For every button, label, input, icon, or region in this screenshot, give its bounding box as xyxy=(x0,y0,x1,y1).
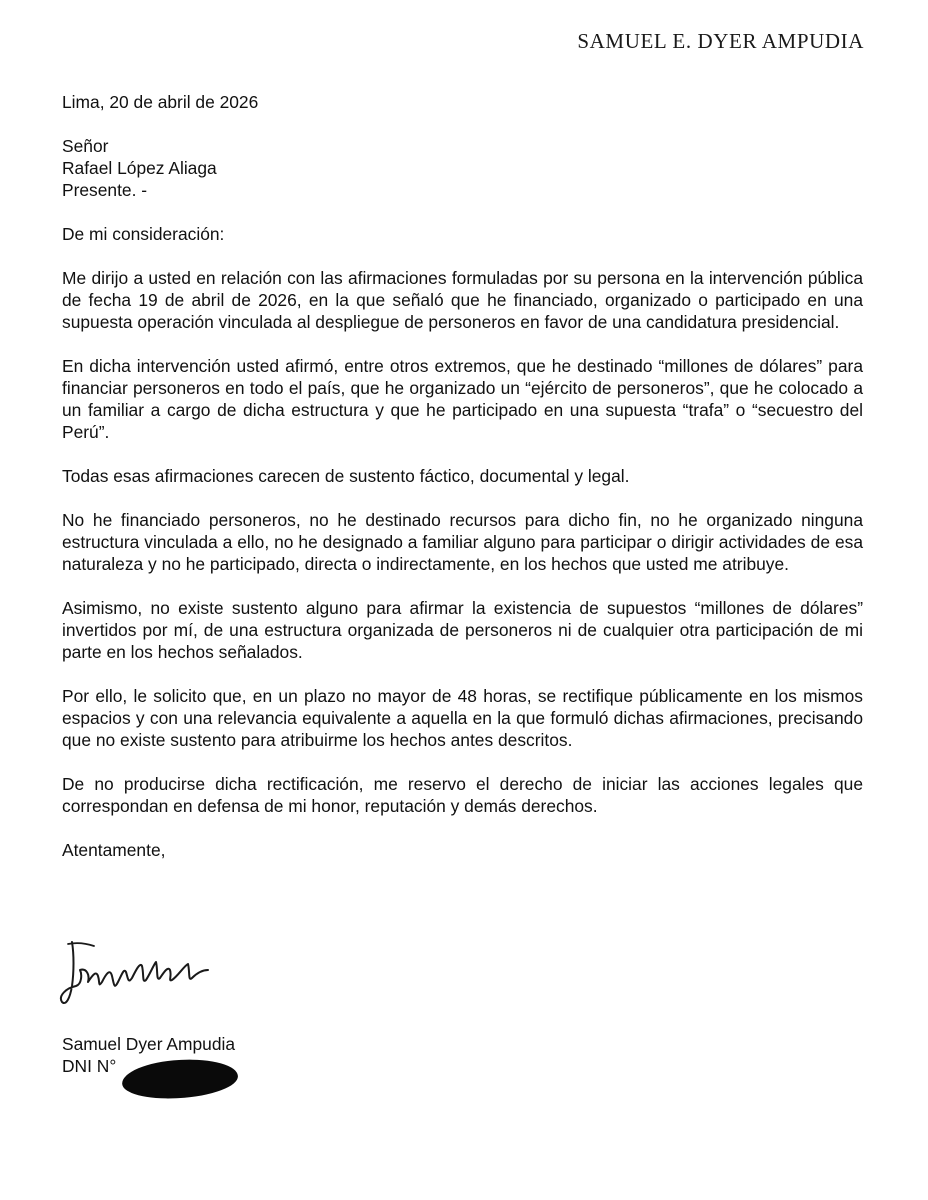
paragraph-1: Me dirijo a usted en relación con las afirmaciones formuladas por su persona en la intervención pública de fecha 19 de abril de 2026, en la que señaló que he financiado, organizado o participado en una supuesta operación vinculada al despliegue de personeros en favor de una candidatura presidencial. xyxy=(62,268,863,332)
paragraph-4: No he financiado personeros, no he destinado recursos para dicho fin, no he organizado ninguna estructura vinculada a ello, no he designado a familiar alguno para participar o dirigir actividades de esa naturaleza y no he participado, directa o indirectamente, en los hechos que usted me atribuye. xyxy=(62,510,863,574)
greeting: De mi consideración: xyxy=(62,224,225,244)
closing: Atentamente, xyxy=(62,840,166,860)
recipient-salutation: Señor xyxy=(62,136,109,156)
place-date: Lima, 20 de abril de 2026 xyxy=(62,92,259,112)
signer-name: Samuel Dyer Ampudia xyxy=(62,1034,236,1054)
recipient-name: Rafael López Aliaga xyxy=(62,158,217,178)
paragraph-7: De no producirse dicha rectificación, me reservo el derecho de iniciar las acciones legales que correspondan en defensa de mi honor, reputación y demás derechos. xyxy=(62,774,863,816)
dni-label: DNI N° xyxy=(62,1056,117,1076)
letter-body xyxy=(62,91,863,861)
paragraph-3: Todas esas afirmaciones carecen de sustento fáctico, documental y legal. xyxy=(62,466,630,486)
paragraph-5: Asimismo, no existe sustento alguno para afirmar la existencia de supuestos “millones de dólares” invertidos por mí, de una estructura organizada de personeros ni de cualquier otra participación de mi parte en los hechos señalados. xyxy=(62,598,863,662)
paragraph-6: Por ello, le solicito que, en un plazo no mayor de 48 horas, se rectifique públicamente en los mismos espacios y con una relevancia equivalente a aquella en la que formuló dichas afirmaciones, precisando que no existe sustento para atribuirme los hechos antes descritos. xyxy=(62,686,863,750)
letterhead-name: SAMUEL E. DYER AMPUDIA xyxy=(577,29,864,53)
paragraph-2: En dicha intervención usted afirmó, entre otros extremos, que he destinado “millones de dólares” para financiar personeros en todo el país, que he organizado un “ejército de personeros”, que he colocado a un familiar a cargo de dicha estructura y que he participado en una supuesta “trafa” o “secuestro del Perú”. xyxy=(62,356,863,442)
recipient-presente: Presente. - xyxy=(62,180,148,200)
handwritten-signature xyxy=(58,936,228,1020)
